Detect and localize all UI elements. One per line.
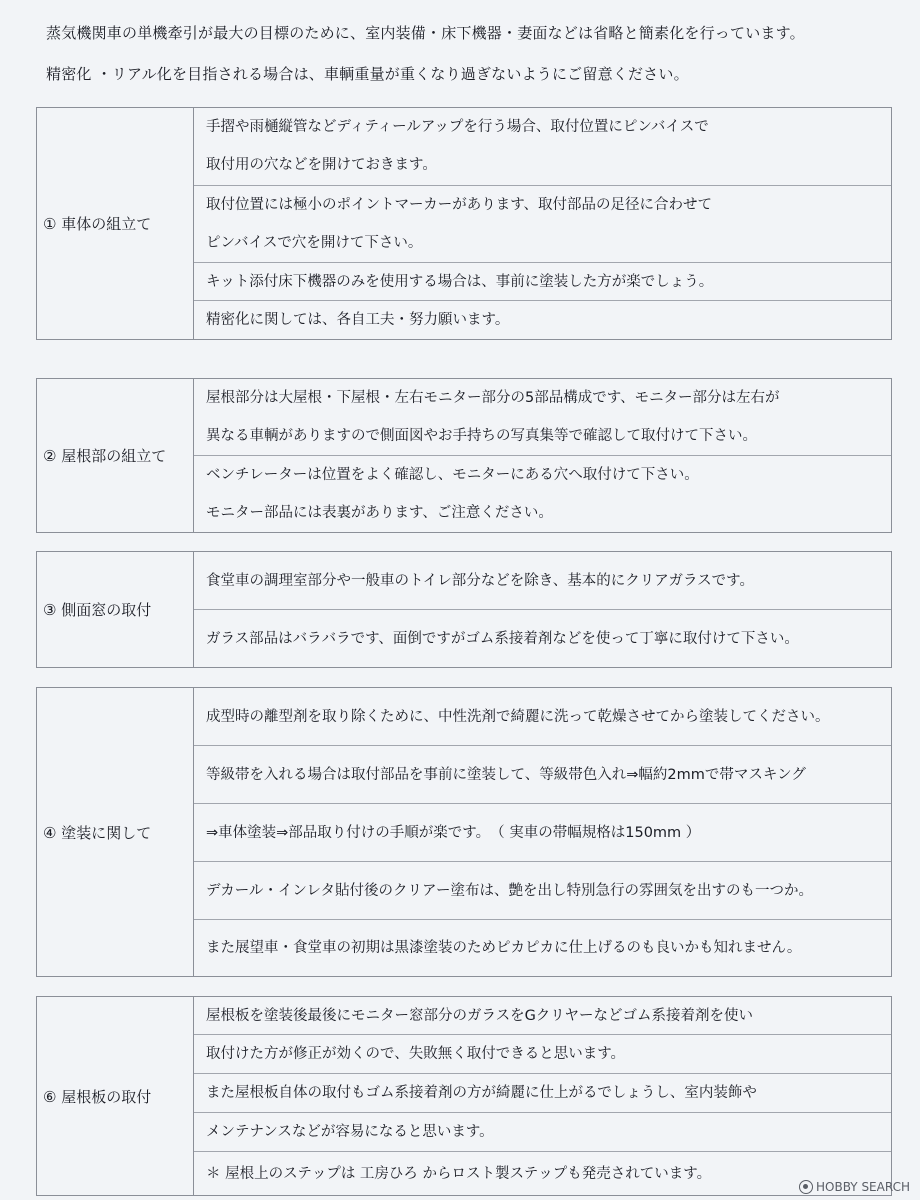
table-row [194, 610, 891, 667]
table-row [194, 1113, 891, 1152]
section-label: ⑥ 屋根板の取付 [37, 997, 194, 1195]
table-row [194, 1074, 891, 1113]
table-row [194, 1152, 891, 1195]
row-text: 取付用の穴などを開けておきます。 [206, 157, 437, 174]
table-row [194, 552, 891, 610]
table-row [194, 186, 891, 264]
table-row [194, 456, 891, 532]
row-text: ガラス部品はバラバラです、面倒ですがゴム系接着剤などを使って丁寧に取付けて下さい。 [206, 630, 799, 647]
row-text: 成型時の離型剤を取り除くために、中性洗剤で綺麗に洗って乾燥させてから塗装してください。 [206, 708, 830, 725]
row-text: また展望車・食堂車の初期は黒漆塗装のためピカピカに仕上げるのも良いかも知れません。 [206, 940, 802, 956]
row-text: キット添付床下機器のみを使用する場合は、事前に塗装した方が楽でしょう。 [206, 273, 714, 290]
row-text: ⇒車体塗装⇒部品取り付けの手順が楽です。 （ 実車の帯幅規格は150mm ） [206, 824, 701, 841]
section-label: ② 屋根部の組立て [37, 379, 194, 532]
row-text: 異なる車輌がありますので側面図やお手持ちの写真集等で確認して取付けて下さい。 [206, 428, 757, 444]
intro-line-2: 精密化 ・リアル化を目指される場合は、車輌重量が重くなり過ぎないようにご留意ください。 [46, 65, 689, 83]
table-row [194, 997, 891, 1035]
row-text: ピンバイスで穴を開けて下さい。 [206, 234, 423, 251]
table-row [194, 379, 891, 456]
row-text: デカール・インレタ貼付後のクリアー塗布は、艶を出し特別急行の雰囲気を出すのも一つか。 [206, 882, 814, 899]
section-roof-assembly [36, 378, 892, 533]
table-row [194, 688, 891, 746]
section-body-assembly [36, 107, 892, 340]
section-side-windows [36, 551, 892, 668]
section-painting [36, 687, 892, 977]
row-text: 手摺や雨樋縦管などディティールアップを行う場合、取付位置にピンバイスで [206, 119, 709, 136]
row-text: モニター部品には表裏があります、ご注意ください。 [206, 505, 553, 521]
row-text: また屋根板自体の取付もゴム系接着剤の方が綺麗に仕上がるでしょうし、室内装飾や [206, 1085, 757, 1101]
row-text: 等級帯を入れる場合は取付部品を事前に塗装して、等級帯色入れ⇒幅約2mmで帯マスキング [206, 766, 806, 783]
watermark [799, 1180, 910, 1194]
row-text: 精密化に関しては、各自工夫・努力願います。 [206, 312, 510, 328]
table-row [194, 920, 891, 976]
table-row [194, 1035, 891, 1074]
row-text: 屋根板を塗装後最後にモニター窓部分のガラスをGクリヤーなどゴム系接着剤を使い [206, 1007, 754, 1024]
table-row [194, 263, 891, 301]
section-label: ③ 側面窓の取付 [37, 552, 194, 667]
row-text: 食堂車の調理室部分や一般車のトイレ部分などを除き、基本的にクリアガラスです。 [206, 572, 754, 589]
row-text: 取付位置には極小のポイントマーカーがあります、取付部品の足径に合わせて [206, 196, 713, 213]
table-row [194, 108, 891, 186]
section-label: ① 車体の組立て [37, 108, 194, 339]
row-text: ＊ 屋根上のステップは 工房ひろ からロスト製ステップも発売されています。 [206, 1165, 712, 1182]
row-text: 取付けた方が修正が効くので、失敗無く取付できると思います。 [206, 1046, 626, 1062]
row-text: 屋根部分は大屋根・下屋根・左右モニター部分の5部品構成です、モニター部分は左右が [206, 390, 780, 406]
table-row [194, 301, 891, 339]
section-roof-panel-mounting [36, 996, 892, 1196]
row-text: メンテナンスなどが容易になると思います。 [206, 1124, 494, 1140]
intro-line-1: 蒸気機関車の単機牽引が最大の目標のために、室内装備・床下機器・妻面などは省略と簡素化を行っています。 [46, 24, 805, 42]
table-row [194, 746, 891, 804]
table-row [194, 862, 891, 920]
section-label: ④ 塗装に関して [37, 688, 194, 976]
row-text: ベンチレーターは位置をよく確認し、モニターにある穴へ取付けて下さい。 [206, 467, 699, 483]
watermark-text: HOBBY SEARCH [816, 1180, 910, 1194]
table-row [194, 804, 891, 862]
hobby-search-logo-icon [799, 1180, 813, 1194]
